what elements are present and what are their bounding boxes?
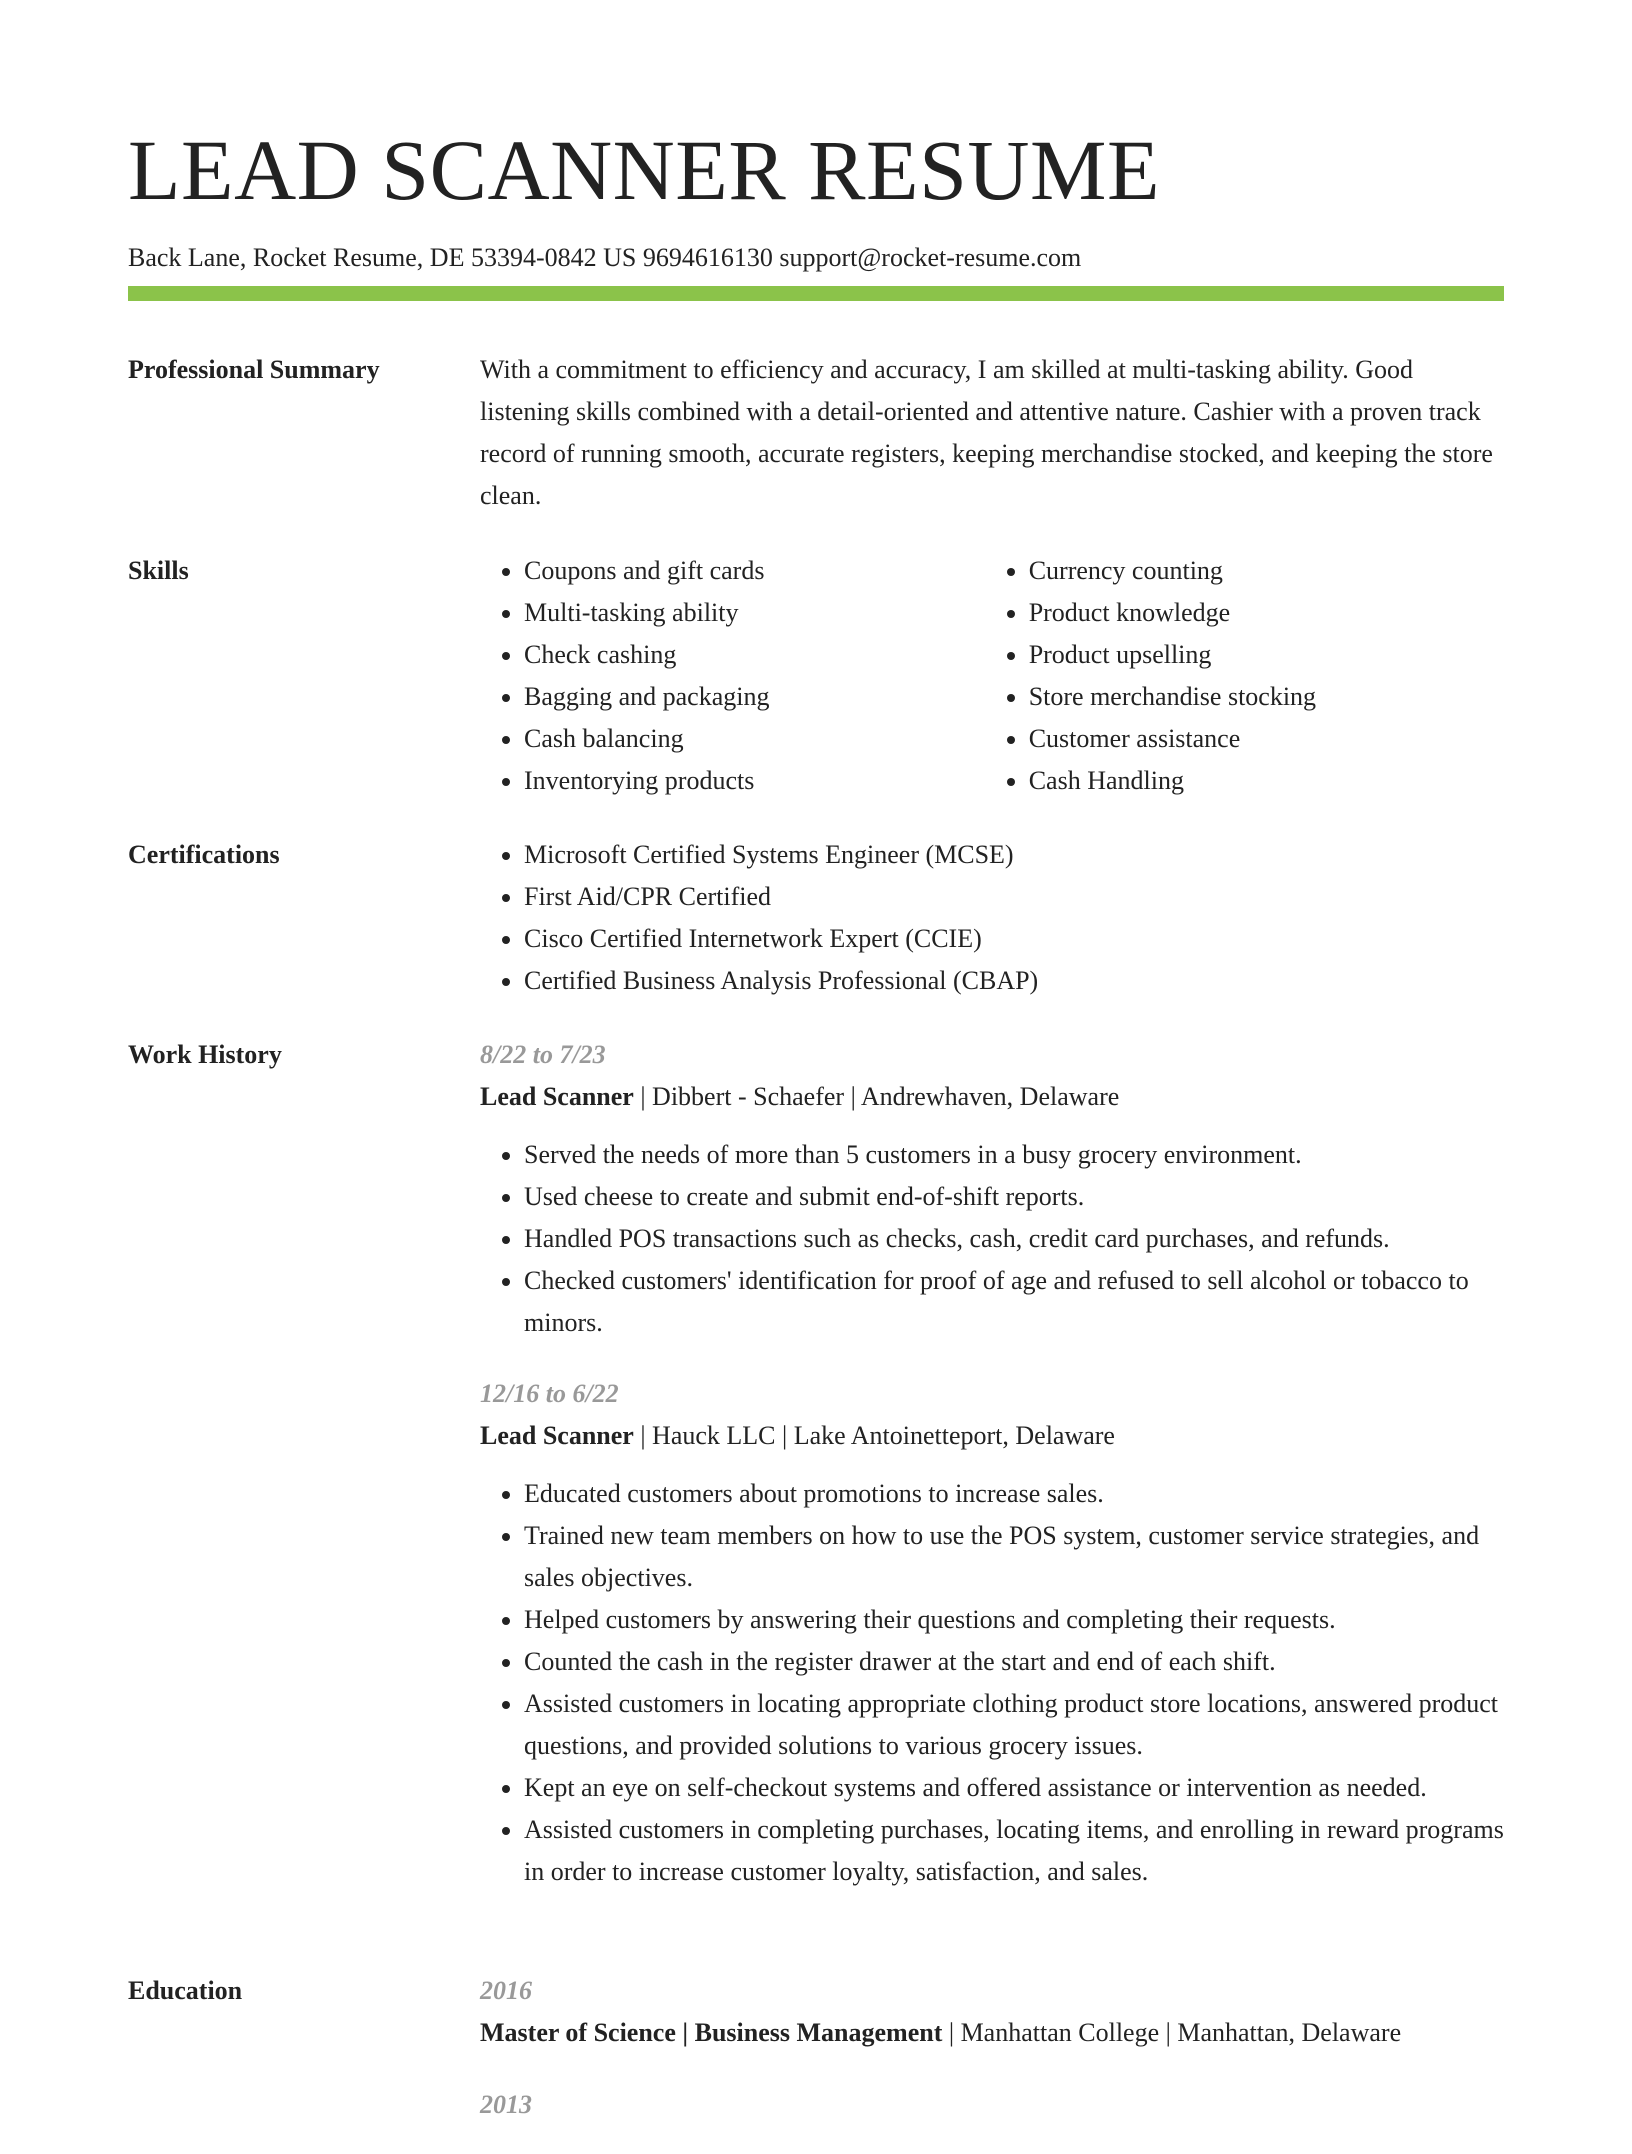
- job-duties-list: [480, 1473, 1504, 1893]
- certifications-body: [480, 834, 1504, 1002]
- skills-heading: Skills: [128, 556, 189, 585]
- job-duty: • Served the needs of more than 5 customers in a busy grocery environment.: [524, 1134, 1504, 1176]
- skill-item: • Check cashing: [524, 634, 985, 676]
- skills-body: [480, 550, 1504, 802]
- job-date: 12/16 to 6/22: [480, 1379, 619, 1408]
- education-date: 2013: [480, 2090, 532, 2119]
- skill-item: • Inventorying products: [524, 760, 985, 802]
- summary-body: [480, 349, 1504, 517]
- job-duty: • Assisted customers in locating appropriate clothing product store locations, answered product questions, and provided solutions to various grocery issues.: [524, 1683, 1504, 1767]
- skill-item: • Cash Handling: [1029, 760, 1504, 802]
- job-duty: • Assisted customers in completing purchases, locating items, and enrolling in reward programs in order to increase customer loyalty, satisfaction, and sales.: [524, 1809, 1504, 1893]
- skill-item: • Coupons and gift cards: [524, 550, 985, 592]
- job-duty: • Used cheese to create and submit end-of-shift reports.: [524, 1176, 1504, 1218]
- skill-item: • Bagging and packaging: [524, 676, 985, 718]
- job-duty: • Trained new team members on how to use the POS system, customer service strategies, and sales objectives.: [524, 1515, 1504, 1599]
- education-school-location: | Manhattan College | Manhattan, Delaware: [942, 2018, 1402, 2047]
- job-duty: • Educated customers about promotions to increase sales.: [524, 1473, 1504, 1515]
- certification-item: • Certified Business Analysis Professional (CBAP): [524, 960, 1504, 1002]
- job-duties-list: [480, 1134, 1504, 1344]
- summary-heading: Professional Summary: [128, 355, 380, 384]
- job-employer-location: | Hauck LLC | Lake Antoinetteport, Delaware: [633, 1421, 1115, 1450]
- job-role: Lead Scanner: [480, 1421, 634, 1450]
- education-date: 2016: [480, 1976, 532, 2005]
- certification-item: • Microsoft Certified Systems Engineer (MCSE): [524, 834, 1504, 876]
- job-entry: [480, 1373, 1504, 1893]
- education-degree: Master of Science | Business Management: [480, 2018, 943, 2047]
- skill-item: • Currency counting: [1029, 550, 1504, 592]
- education-degree-line: [480, 2012, 1504, 2054]
- job-duty: • Handled POS transactions such as checks, cash, credit card purchases, and refunds.: [524, 1218, 1504, 1260]
- skill-item: • Cash balancing: [524, 718, 985, 760]
- work-history-heading: Work History: [128, 1040, 282, 1069]
- certifications-heading: Certifications: [128, 840, 280, 869]
- job-entry: [480, 1034, 1504, 1344]
- skills-list-left: [480, 550, 985, 802]
- job-date: 8/22 to 7/23: [480, 1040, 606, 1069]
- skill-item: • Customer assistance: [1029, 718, 1504, 760]
- job-title-line: [480, 1415, 1504, 1457]
- skill-item: • Product knowledge: [1029, 592, 1504, 634]
- summary-text: With a commitment to efficiency and accuracy, I am skilled at multi-tasking ability. Good listening skills combined with a detail-oriented and attentive nature. Cashier with a proven track record of running smooth, accurate registers, keeping merchandise stocked, and keeping the store clean.: [480, 355, 1493, 510]
- skill-item: • Multi-tasking ability: [524, 592, 985, 634]
- education-body: [480, 1970, 1504, 2154]
- job-role: Lead Scanner: [480, 1082, 634, 1111]
- certification-item: • First Aid/CPR Certified: [524, 876, 1504, 918]
- job-duty: • Checked customers' identification for proof of age and refused to sell alcohol or tobacco to minors.: [524, 1260, 1504, 1344]
- job-employer-location: | Dibbert - Schaefer | Andrewhaven, Delaware: [633, 1082, 1120, 1111]
- job-duty: • Helped customers by answering their questions and completing their requests.: [524, 1599, 1504, 1641]
- skill-item: • Product upselling: [1029, 634, 1504, 676]
- job-title-line: [480, 1076, 1504, 1118]
- resume-header: [128, 118, 1504, 274]
- education-entry: [480, 1970, 1504, 2054]
- contact-line: Back Lane, Rocket Resume, DE 53394-0842 US 9694616130 support@rocket-resume.com: [128, 243, 1082, 272]
- accent-divider: [128, 286, 1504, 301]
- work-history-body: [480, 1034, 1504, 1921]
- skill-item: • Store merchandise stocking: [1029, 676, 1504, 718]
- job-duty: • Counted the cash in the register drawer at the start and end of each shift.: [524, 1641, 1504, 1683]
- resume-title: LEAD SCANNER RESUME: [128, 122, 1161, 218]
- education-heading: Education: [128, 1976, 243, 2005]
- certification-item: • Cisco Certified Internetwork Expert (CCIE): [524, 918, 1504, 960]
- skills-list-right: [985, 550, 1504, 802]
- education-entry: [480, 2084, 1504, 2126]
- certifications-list: [480, 834, 1504, 1002]
- job-duty: • Kept an eye on self-checkout systems and offered assistance or intervention as needed.: [524, 1767, 1504, 1809]
